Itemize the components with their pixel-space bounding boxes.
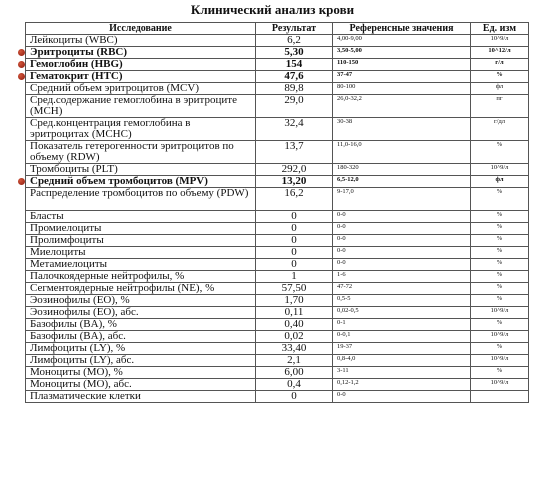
reference-cell: 6,5-12,0 [333,176,471,188]
unit-cell: % [471,247,529,259]
reference-cell: 26,0-32,2 [333,95,471,118]
reference-cell: 3,50-5,00 [333,47,471,59]
result-cell: 89,8 [256,83,333,95]
header-test: Исследование [26,23,256,35]
unit-cell: 10^9/л [471,307,529,319]
result-cell: 0 [256,211,333,223]
reference-cell: 0-0 [333,259,471,271]
table-row [26,343,529,355]
test-name-cell: Лимфоциты (LY), % [26,343,256,355]
result-cell: 0,40 [256,319,333,331]
table-row [26,95,529,118]
result-cell: 29,0 [256,95,333,118]
reference-cell: 0-0 [333,211,471,223]
test-name-cell: Сегментоядерные нейтрофилы (NE), % [26,283,256,295]
unit-cell: % [471,343,529,355]
table-row [26,211,529,223]
result-cell: 6,2 [256,35,333,47]
unit-cell: г/л [471,59,529,71]
table-row [26,247,529,259]
table-row [26,307,529,319]
result-cell: 1 [256,271,333,283]
table-row [26,35,529,47]
result-cell: 0,11 [256,307,333,319]
unit-cell: % [471,71,529,83]
unit-cell: % [471,211,529,223]
test-name-cell: Миелоциты [26,247,256,259]
result-cell: 1,70 [256,295,333,307]
table-row [26,59,529,71]
test-name-cell: Эозинофилы (EO), абс. [26,307,256,319]
abnormal-marker-icon [18,178,25,185]
result-cell: 0 [256,391,333,403]
test-name-cell: Сред.содержание гемоглобина в эритроците (MCH) [26,95,256,118]
test-name-cell: Лейкоциты (WBC) [26,35,256,47]
unit-cell: % [471,295,529,307]
unit-cell: % [471,319,529,331]
table-row [26,223,529,235]
page-title: Клинический анализ крови [190,2,355,17]
unit-cell: % [471,367,529,379]
table-row [26,188,529,211]
result-cell: 292,0 [256,164,333,176]
unit-cell: % [471,141,529,164]
result-cell: 0 [256,259,333,271]
test-name-cell: Базофилы (BA), % [26,319,256,331]
header-reference: Референсные значения [333,23,471,35]
test-name-cell: Промиелоциты [26,223,256,235]
table-row [26,295,529,307]
header-result: Результат [256,23,333,35]
blood-test-table [25,22,529,403]
table-row [26,319,529,331]
unit-cell: фл [471,176,529,188]
reference-cell: 0,5-5 [333,295,471,307]
reference-cell: 19-37 [333,343,471,355]
table-row [26,71,529,83]
test-name-cell: Распределение тромбоцитов по объему (PDW) [26,188,256,211]
abnormal-marker-icon [18,61,25,68]
result-cell: 33,40 [256,343,333,355]
reference-cell: 3-11 [333,367,471,379]
unit-cell [471,391,529,403]
reference-cell: 37-47 [333,71,471,83]
table-row [26,118,529,141]
result-cell: 5,30 [256,47,333,59]
unit-cell: 10^12/л [471,47,529,59]
result-cell: 6,00 [256,367,333,379]
abnormal-marker-icon [18,73,25,80]
abnormal-marker-icon [18,49,25,56]
reference-cell: 0,12-1,2 [333,379,471,391]
result-cell: 154 [256,59,333,71]
test-name-cell: Плазматические клетки [26,391,256,403]
reference-cell: 1-6 [333,271,471,283]
unit-cell: % [471,283,529,295]
table-body [26,35,529,403]
reference-cell: 11,0-16,0 [333,141,471,164]
result-cell: 0 [256,223,333,235]
result-cell: 0,02 [256,331,333,343]
header-unit: Ед. изм [471,23,529,35]
result-cell: 16,2 [256,188,333,211]
reference-cell: 0-0 [333,235,471,247]
test-name-cell: Палочкоядерные нейтрофилы, % [26,271,256,283]
test-name-cell: Эритроциты (RBC) [26,47,256,59]
test-name-cell: Эозинофилы (EO), % [26,295,256,307]
unit-cell: 10^9/л [471,379,529,391]
test-name-cell: Средний объем тромбоцитов (MPV) [26,176,256,188]
result-cell: 0 [256,235,333,247]
table-row [26,271,529,283]
table-row [26,283,529,295]
reference-cell: 0-0 [333,247,471,259]
unit-cell: 10^9/л [471,164,529,176]
result-cell: 0 [256,247,333,259]
result-cell: 13,20 [256,176,333,188]
test-name-cell: Показатель гетерогенности эритроцитов по объему (RDW) [26,141,256,164]
table-row [26,391,529,403]
table-header-row [26,23,529,35]
test-name-cell: Моноциты (MO), абс. [26,379,256,391]
test-name-cell: Гематокрит (HTC) [26,71,256,83]
reference-cell: 4,00-9,00 [333,35,471,47]
test-name-cell: Сред.концентрация гемоглобина в эритроцитах (MCHC) [26,118,256,141]
reference-cell: 0,8-4,0 [333,355,471,367]
reference-cell: 9-17,0 [333,188,471,211]
test-name-cell: Лимфоциты (LY), абс. [26,355,256,367]
table-row [26,235,529,247]
reference-cell: 80-100 [333,83,471,95]
reference-cell: 0,02-0,5 [333,307,471,319]
table-row [26,47,529,59]
test-name-cell: Гемоглобин (HBG) [26,59,256,71]
table-row [26,176,529,188]
reference-cell: 0-0,1 [333,331,471,343]
table-row [26,164,529,176]
test-name-cell: Базофилы (BA), абс. [26,331,256,343]
result-cell: 2,1 [256,355,333,367]
reference-cell: 180-320 [333,164,471,176]
unit-cell: г/дл [471,118,529,141]
result-cell: 47,6 [256,71,333,83]
unit-cell: 10^9/л [471,355,529,367]
table-row [26,259,529,271]
table-row [26,141,529,164]
table-row [26,367,529,379]
unit-cell: % [471,271,529,283]
result-cell: 32,4 [256,118,333,141]
reference-cell: 0-1 [333,319,471,331]
test-name-cell: Метамиелоциты [26,259,256,271]
test-name-cell: Средний объем эритроцитов (MCV) [26,83,256,95]
unit-cell: фл [471,83,529,95]
result-cell: 0,4 [256,379,333,391]
unit-cell: % [471,188,529,211]
reference-cell: 30-38 [333,118,471,141]
unit-cell: 10^9/л [471,35,529,47]
reference-cell: 110-150 [333,59,471,71]
table-row [26,379,529,391]
table-row [26,355,529,367]
table-row [26,331,529,343]
unit-cell: % [471,235,529,247]
test-name-cell: Моноциты (MO), % [26,367,256,379]
test-name-cell: Тромбоциты (PLT) [26,164,256,176]
reference-cell: 0-0 [333,391,471,403]
result-cell: 57,50 [256,283,333,295]
reference-cell: 0-0 [333,223,471,235]
reference-cell: 47-72 [333,283,471,295]
unit-cell: пг [471,95,529,118]
table-row [26,83,529,95]
result-cell: 13,7 [256,141,333,164]
test-name-cell: Пролимфоциты [26,235,256,247]
unit-cell: % [471,223,529,235]
unit-cell: % [471,259,529,271]
unit-cell: 10^9/л [471,331,529,343]
test-name-cell: Бласты [26,211,256,223]
